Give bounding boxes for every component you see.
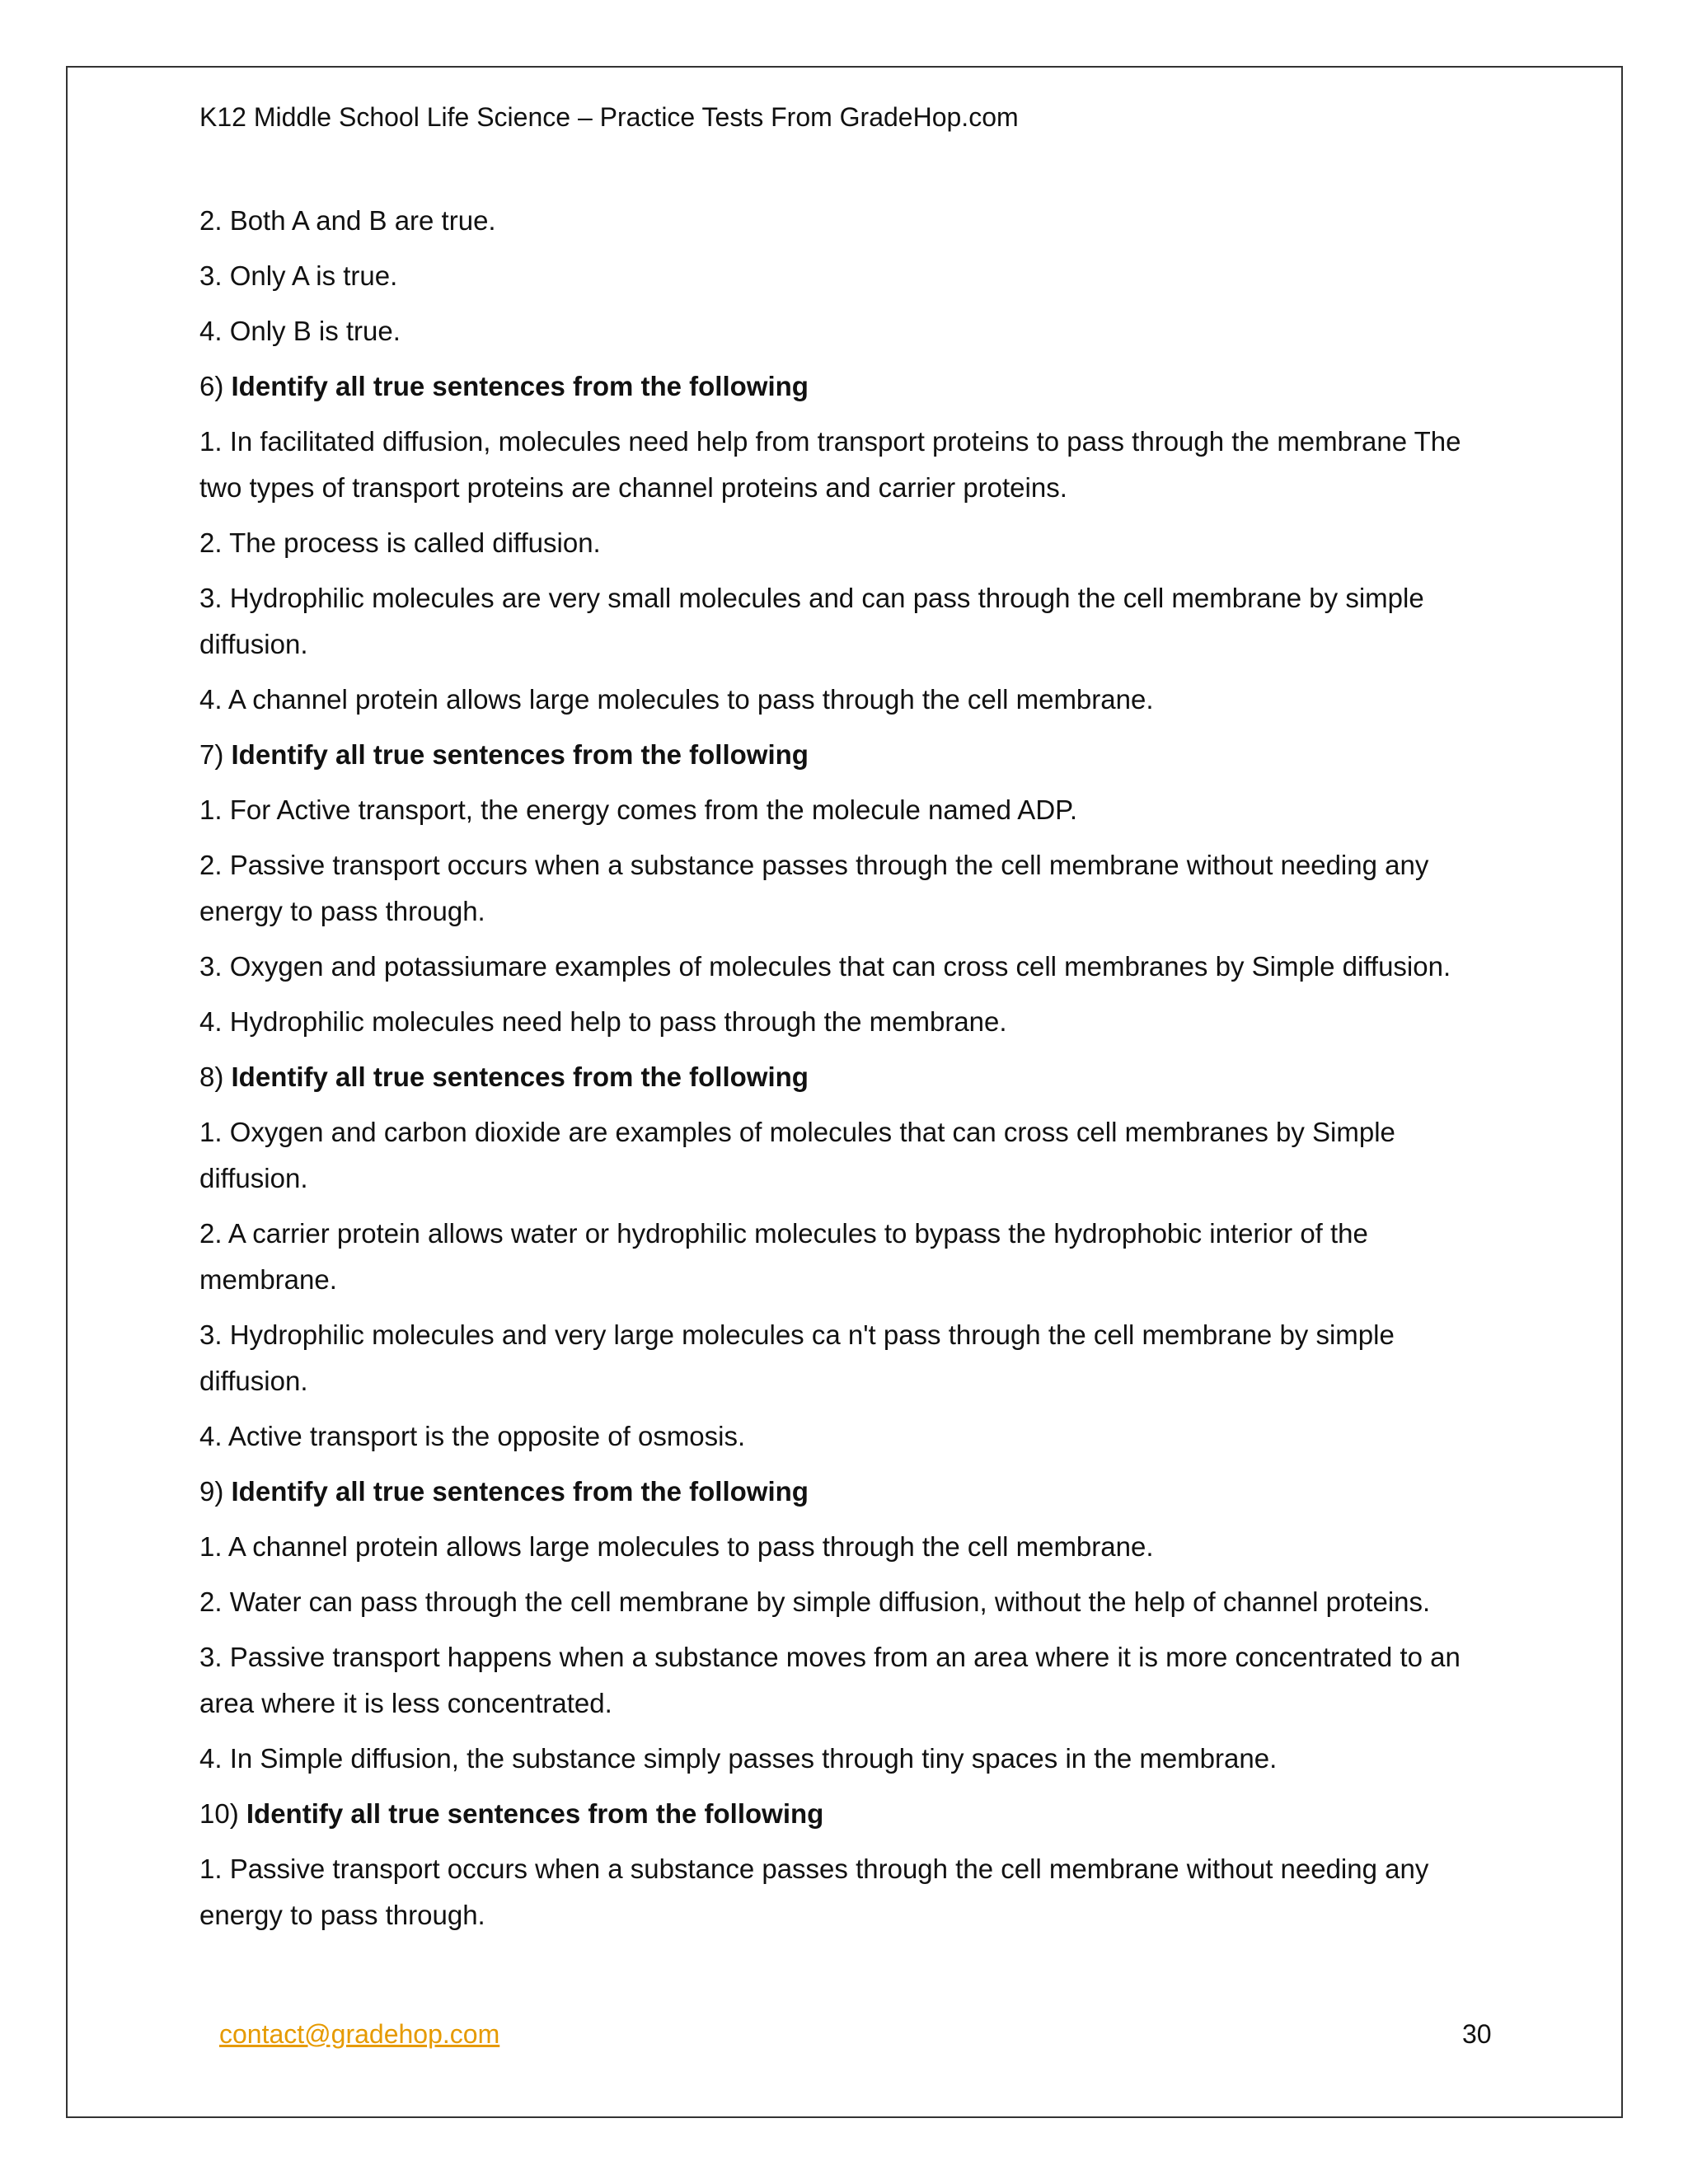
question-heading [199,363,1502,410]
answer-option: 4. Hydrophilic molecules need help to pass through the membrane. [199,1006,1007,1037]
question-number: 6) [199,371,224,401]
question-heading [199,1791,1502,1837]
answer-option: 1. Oxygen and carbon dioxide are examples of molecules that can cross cell membranes by Simple diffusion. [199,1117,1395,1193]
answer-option: 4. A channel protein allows large molecules to pass through the cell membrane. [199,684,1154,715]
page-number: 30 [1462,2019,1492,2049]
contact-email-link[interactable]: contact@gradehop.com [219,2019,500,2049]
answer-option: 3. Oxygen and potassiumare examples of molecules that can cross cell membranes by Simple diffusion. [199,951,1451,982]
page-header-title: K12 Middle School Life Science – Practice Tests From GradeHop.com [199,102,1019,132]
question-heading [199,732,1502,778]
answer-option: 3. Hydrophilic molecules are very small molecules and can pass through the cell membrane by simple diffusion. [199,583,1424,659]
answer-option: 1. A channel protein allows large molecules to pass through the cell membrane. [199,1531,1154,1562]
answer-option: 1. In facilitated diffusion, molecules need help from transport proteins to pass through the membrane The two types of transport proteins are channel proteins and carrier proteins. [199,426,1461,503]
question-prompt: Identify all true sentences from the following [231,371,809,401]
question-number: 7) [199,739,224,770]
answer-option: 1. For Active transport, the energy comes from the molecule named ADP. [199,794,1078,825]
answer-option: 2. The process is called diffusion. [199,527,601,558]
question-heading [199,1054,1502,1100]
answer-option: 3. Only A is true. [199,260,398,291]
answer-option: 1. Passive transport occurs when a substance passes through the cell membrane without needing any energy to pass through. [199,1854,1429,1930]
question-prompt: Identify all true sentences from the following [231,1062,809,1092]
document-body [199,198,1502,1947]
answer-option: 2. A carrier protein allows water or hydrophilic molecules to bypass the hydrophobic interior of the membrane. [199,1218,1368,1295]
answer-option: 2. Passive transport occurs when a substance passes through the cell membrane without needing any energy to pass through. [199,850,1429,926]
question-prompt: Identify all true sentences from the following [246,1798,824,1829]
answer-option: 2. Both A and B are true. [199,205,496,236]
question-prompt: Identify all true sentences from the following [231,1476,809,1507]
question-prompt: Identify all true sentences from the following [231,739,809,770]
question-heading [199,1469,1502,1515]
answer-option: 3. Hydrophilic molecules and very large molecules ca n't pass through the cell membrane by simple diffusion. [199,1319,1395,1396]
answer-option: 3. Passive transport happens when a substance moves from an area where it is more concentrated to an area where it is less concentrated. [199,1642,1461,1718]
question-number: 8) [199,1062,224,1092]
answer-option: 4. Active transport is the opposite of osmosis. [199,1421,746,1451]
answer-option: 2. Water can pass through the cell membrane by simple diffusion, without the help of channel proteins. [199,1586,1431,1617]
question-number: 9) [199,1476,224,1507]
answer-option: 4. In Simple diffusion, the substance simply passes through tiny spaces in the membrane. [199,1743,1278,1774]
question-number: 10) [199,1798,239,1829]
answer-option: 4. Only B is true. [199,316,401,346]
